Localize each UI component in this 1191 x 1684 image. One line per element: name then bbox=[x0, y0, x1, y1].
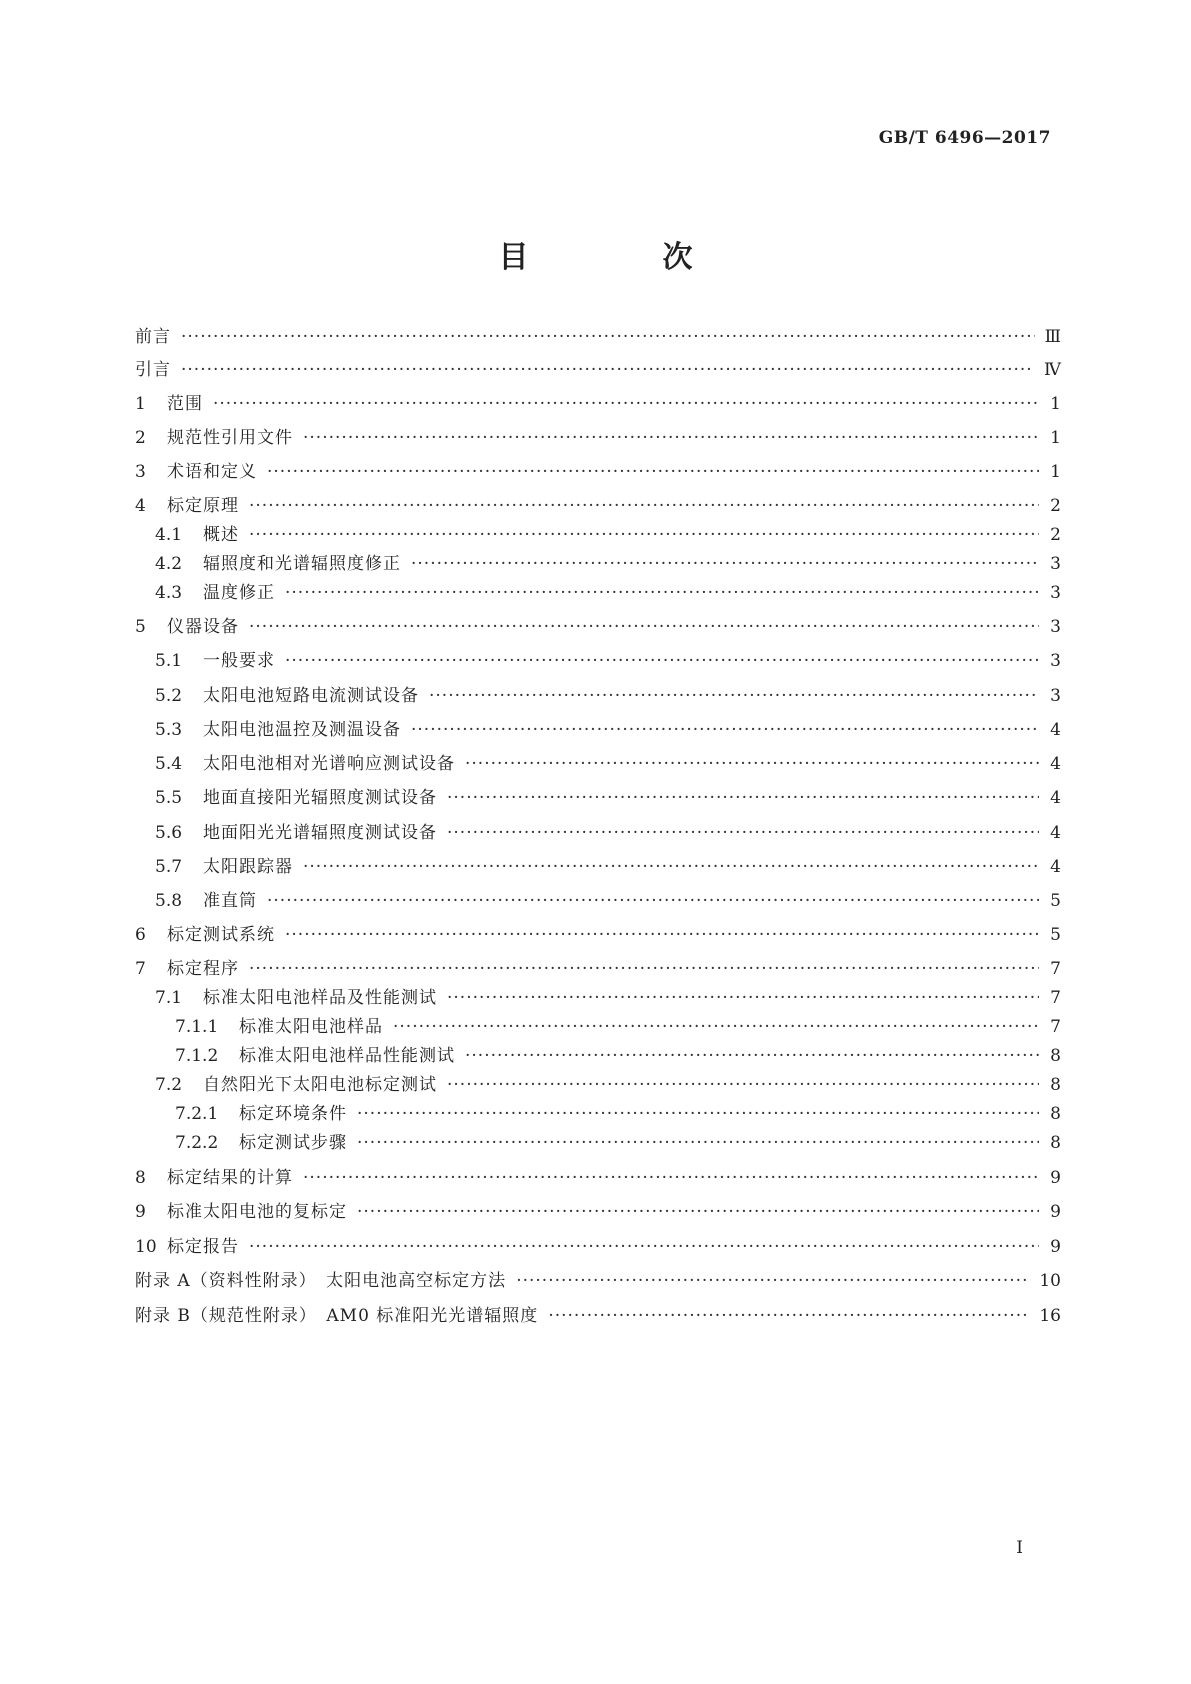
toc-entry-label: 标准太阳电池样品性能测试 bbox=[239, 1046, 455, 1066]
toc-entry-page: 3 bbox=[1050, 617, 1061, 637]
toc-entry-label: 太阳跟踪器 bbox=[203, 857, 293, 877]
toc-entry-page: 4 bbox=[1050, 823, 1061, 843]
toc-entry-label: 范围 bbox=[167, 394, 203, 414]
toc-dot-leader bbox=[447, 987, 1039, 1009]
toc-entry-label: 准直筒 bbox=[203, 891, 257, 911]
toc-entry-number: 5.2 bbox=[155, 686, 183, 706]
toc-entry-page: 3 bbox=[1050, 686, 1061, 706]
toc-entry[interactable] bbox=[135, 1045, 1061, 1067]
toc-entry-number: 4.2 bbox=[155, 554, 183, 574]
toc-entry-number: 5.6 bbox=[155, 823, 183, 843]
toc-entry-label: 标定报告 bbox=[167, 1237, 239, 1257]
toc-entry-label: 标定结果的计算 bbox=[167, 1168, 293, 1188]
toc-entry[interactable] bbox=[135, 987, 1061, 1009]
toc-entry[interactable] bbox=[135, 582, 1061, 604]
toc-entry[interactable] bbox=[135, 856, 1061, 878]
toc-entry-number: 7.2 bbox=[155, 1075, 183, 1095]
toc-dot-leader bbox=[285, 582, 1039, 604]
toc-entry-label: 太阳电池短路电流测试设备 bbox=[203, 686, 419, 706]
toc-entry[interactable] bbox=[135, 1167, 1061, 1189]
toc-entry-label: 仪器设备 bbox=[167, 617, 239, 637]
toc-entry-number: 5.8 bbox=[155, 891, 183, 911]
toc-entry[interactable] bbox=[135, 1016, 1061, 1038]
toc-entry-number: 5 bbox=[135, 617, 146, 637]
toc-entry-label: 标准太阳电池样品 bbox=[239, 1017, 383, 1037]
toc-dot-leader bbox=[249, 524, 1039, 546]
toc-entry-number: 7.1.1 bbox=[175, 1017, 219, 1037]
toc-entry-label: 地面阳光光谱辐照度测试设备 bbox=[203, 823, 437, 843]
toc-entry-page: 9 bbox=[1050, 1168, 1061, 1188]
toc-entry-label: 前言 bbox=[135, 327, 171, 347]
toc-entry-number: 7 bbox=[135, 959, 146, 979]
toc-entry-page: 7 bbox=[1050, 1017, 1061, 1037]
toc-entry-label: 附录 B（规范性附录） AM0 标准阳光光谱辐照度 bbox=[135, 1306, 539, 1326]
toc-dot-leader bbox=[411, 719, 1039, 741]
toc-entry-label: 标准太阳电池的复标定 bbox=[167, 1202, 347, 1222]
toc-entry-number: 9 bbox=[135, 1202, 146, 1222]
toc-entry-page: 1 bbox=[1050, 394, 1061, 414]
toc-dot-leader bbox=[411, 553, 1039, 575]
toc-entry-page: 1 bbox=[1050, 462, 1061, 482]
toc-entry[interactable] bbox=[135, 495, 1061, 517]
toc-entry-label: 引言 bbox=[135, 360, 171, 380]
toc-entry-page: 7 bbox=[1050, 988, 1061, 1008]
toc-entry-label: 标定原理 bbox=[167, 496, 239, 516]
toc-entry-number: 8 bbox=[135, 1168, 146, 1188]
toc-dot-leader bbox=[465, 753, 1039, 775]
toc-entry[interactable] bbox=[135, 1236, 1061, 1258]
toc-entry-label: 标准太阳电池样品及性能测试 bbox=[203, 988, 437, 1008]
toc-entry-number: 2 bbox=[135, 428, 146, 448]
toc-entry-number: 6 bbox=[135, 925, 146, 945]
standard-code: GB/T 6496—2017 bbox=[878, 128, 1051, 148]
toc-dot-leader bbox=[249, 958, 1039, 980]
toc-entry-page: 8 bbox=[1050, 1104, 1061, 1124]
toc-entry-page: 4 bbox=[1050, 754, 1061, 774]
toc-entry-number: 10 bbox=[135, 1237, 157, 1257]
toc-entry[interactable] bbox=[135, 1074, 1061, 1096]
toc-dot-leader bbox=[249, 495, 1039, 517]
toc-entry[interactable] bbox=[135, 1132, 1061, 1154]
toc-entry-page: 3 bbox=[1050, 554, 1061, 574]
toc-entry-label: 辐照度和光谱辐照度修正 bbox=[203, 554, 401, 574]
toc-entry[interactable] bbox=[135, 427, 1061, 449]
toc-entry[interactable] bbox=[135, 958, 1061, 980]
toc-dot-leader bbox=[303, 1167, 1039, 1189]
toc-entry-number: 5.4 bbox=[155, 754, 183, 774]
toc-dot-leader bbox=[303, 856, 1039, 878]
toc-entry-page: 8 bbox=[1050, 1133, 1061, 1153]
toc-entry-number: 4.1 bbox=[155, 525, 183, 545]
toc-entry-page: 1 bbox=[1050, 428, 1061, 448]
page-number: I bbox=[1016, 1538, 1023, 1558]
toc-entry-label: 一般要求 bbox=[203, 651, 275, 671]
toc-dot-leader bbox=[285, 924, 1039, 946]
toc-entry-number: 4.3 bbox=[155, 583, 183, 603]
toc-dot-leader bbox=[447, 1074, 1039, 1096]
toc-entry-label: 标定环境条件 bbox=[239, 1104, 347, 1124]
toc-entry-label: 术语和定义 bbox=[167, 462, 257, 482]
toc-entry-label: 温度修正 bbox=[203, 583, 275, 603]
toc-entry[interactable] bbox=[135, 787, 1061, 809]
toc-entry-page: 10 bbox=[1039, 1271, 1061, 1291]
toc-entry-number: 7.2.2 bbox=[175, 1133, 219, 1153]
toc-entry-number: 5.7 bbox=[155, 857, 183, 877]
toc-entry[interactable] bbox=[135, 890, 1061, 912]
toc-entry[interactable] bbox=[135, 822, 1061, 844]
toc-entry-page: 4 bbox=[1050, 720, 1061, 740]
toc-entry-number: 4 bbox=[135, 496, 146, 516]
toc-entry[interactable] bbox=[135, 685, 1061, 707]
toc-entry-number: 5.1 bbox=[155, 651, 183, 671]
toc-dot-leader bbox=[213, 393, 1039, 415]
toc-entry[interactable] bbox=[135, 326, 1061, 348]
toc-dot-leader bbox=[548, 1305, 1029, 1327]
toc-dot-leader bbox=[357, 1201, 1039, 1223]
toc-entry-number: 5.5 bbox=[155, 788, 183, 808]
toc-entry-number: 7.2.1 bbox=[175, 1104, 219, 1124]
toc-entry-label: 自然阳光下太阳电池标定测试 bbox=[203, 1075, 437, 1095]
toc-entry-label: 太阳电池温控及测温设备 bbox=[203, 720, 401, 740]
toc-dot-leader bbox=[267, 461, 1039, 483]
toc-dot-leader bbox=[393, 1016, 1039, 1038]
toc-entry[interactable] bbox=[135, 650, 1061, 672]
toc-entry-page: 2 bbox=[1050, 496, 1061, 516]
toc-entry-page: 9 bbox=[1050, 1237, 1061, 1257]
toc-entry-number: 5.3 bbox=[155, 720, 183, 740]
toc-entry[interactable] bbox=[135, 616, 1061, 638]
toc-entry-page: 5 bbox=[1050, 925, 1061, 945]
page-title: 目 次 bbox=[498, 240, 745, 275]
toc-entry[interactable] bbox=[135, 1270, 1061, 1292]
toc-entry-page: 5 bbox=[1050, 891, 1061, 911]
toc-entry-label: 规范性引用文件 bbox=[167, 428, 293, 448]
toc-entry[interactable] bbox=[135, 924, 1061, 946]
toc-entry-page: 3 bbox=[1050, 583, 1061, 603]
toc-dot-leader bbox=[429, 685, 1039, 707]
toc-entry-page: 9 bbox=[1050, 1202, 1061, 1222]
toc-entry-label: 标定测试系统 bbox=[167, 925, 275, 945]
toc-dot-leader bbox=[249, 616, 1039, 638]
toc-entry-page: 16 bbox=[1039, 1306, 1061, 1326]
toc-dot-leader bbox=[303, 427, 1039, 449]
toc-entry-page: 2 bbox=[1050, 525, 1061, 545]
toc-entry-label: 概述 bbox=[203, 525, 239, 545]
toc-dot-leader bbox=[516, 1270, 1029, 1292]
toc-entry[interactable] bbox=[135, 1103, 1061, 1125]
toc-dot-leader bbox=[285, 650, 1039, 672]
toc-dot-leader bbox=[267, 890, 1039, 912]
toc-entry-number: 7.1.2 bbox=[175, 1046, 219, 1066]
toc-dot-leader bbox=[447, 787, 1039, 809]
toc-dot-leader bbox=[357, 1132, 1039, 1154]
toc-entry[interactable] bbox=[135, 553, 1061, 575]
toc-entry-label: 附录 A（资料性附录） 太阳电池高空标定方法 bbox=[135, 1271, 507, 1291]
toc-entry[interactable] bbox=[135, 359, 1061, 381]
toc-dot-leader bbox=[357, 1103, 1039, 1125]
toc-dot-leader bbox=[447, 822, 1039, 844]
toc-entry-page: Ⅲ bbox=[1044, 327, 1061, 347]
toc-entry-label: 标定程序 bbox=[167, 959, 239, 979]
toc-dot-leader bbox=[465, 1045, 1039, 1067]
toc-entry-number: 1 bbox=[135, 394, 146, 414]
toc-entry-label: 太阳电池相对光谱响应测试设备 bbox=[203, 754, 455, 774]
toc-entry-number: 7.1 bbox=[155, 988, 183, 1008]
toc-entry[interactable] bbox=[135, 461, 1061, 483]
toc-entry-page: 3 bbox=[1050, 651, 1061, 671]
toc-entry-page: 4 bbox=[1050, 788, 1061, 808]
toc-entry[interactable] bbox=[135, 524, 1061, 546]
toc-entry[interactable] bbox=[135, 1305, 1061, 1327]
toc-entry-label: 标定测试步骤 bbox=[239, 1133, 347, 1153]
toc-dot-leader bbox=[249, 1236, 1039, 1258]
toc-entry-page: 8 bbox=[1050, 1075, 1061, 1095]
toc-entry-number: 3 bbox=[135, 462, 146, 482]
toc-entry-page: 7 bbox=[1050, 959, 1061, 979]
toc-entry[interactable] bbox=[135, 1201, 1061, 1223]
toc-entry[interactable] bbox=[135, 753, 1061, 775]
toc-dot-leader bbox=[181, 326, 1035, 348]
toc-entry-label: 地面直接阳光辐照度测试设备 bbox=[203, 788, 437, 808]
toc-dot-leader bbox=[181, 359, 1034, 381]
toc-entry[interactable] bbox=[135, 393, 1061, 415]
toc-entry-page: Ⅳ bbox=[1044, 360, 1061, 380]
toc-entry-page: 8 bbox=[1050, 1046, 1061, 1066]
toc-entry[interactable] bbox=[135, 719, 1061, 741]
toc-entry-page: 4 bbox=[1050, 857, 1061, 877]
